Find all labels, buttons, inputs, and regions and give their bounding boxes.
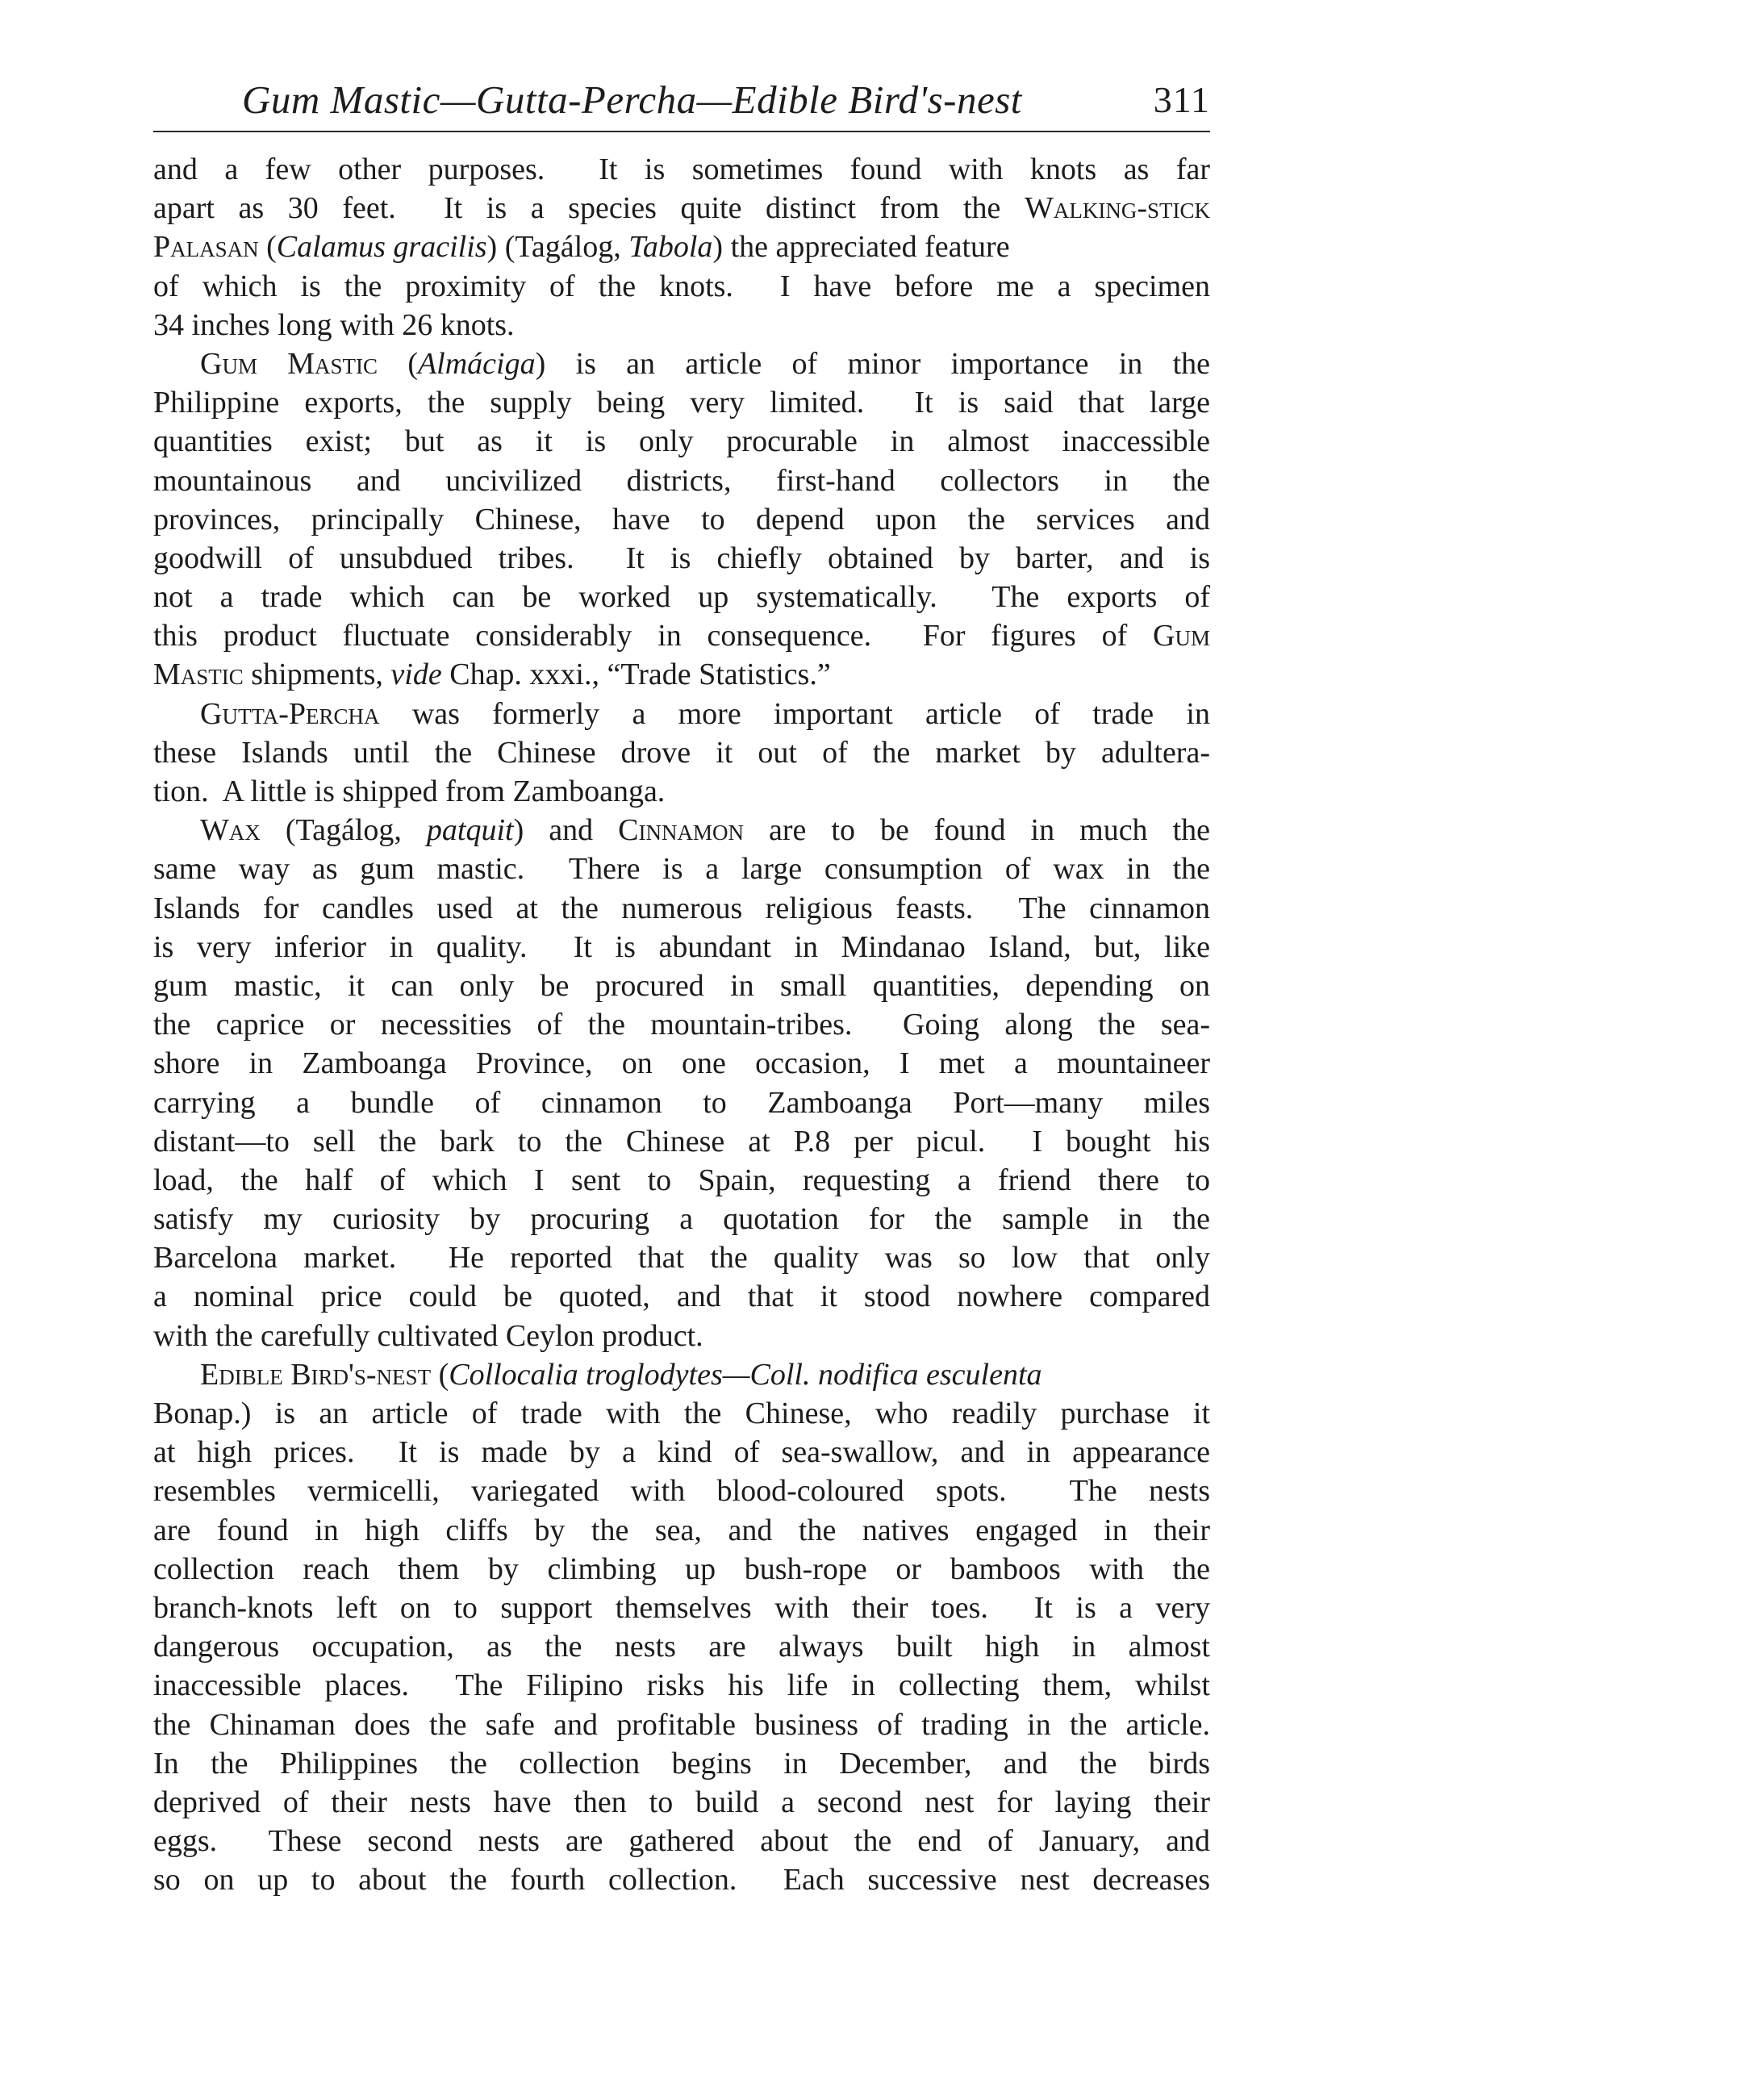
- text-line: and a few other purposes. It is sometimes found with knots as far: [153, 152, 1210, 186]
- page-number: 311: [1153, 79, 1210, 120]
- text-line: distant—to sell the bark to the Chinese at P.8 per picul. I bought his: [153, 1124, 1210, 1159]
- text-line: satisfy my curiosity by procuring a quotation for the sample in the: [153, 1202, 1210, 1237]
- text-line: not a trade which can be worked up systematically. The exports of: [153, 580, 1210, 615]
- text-line: apart as 30 feet. It is a species quite distinct from the Walking-stick: [153, 191, 1210, 226]
- text-line: Barcelona market. He reported that the quality was so low that only: [153, 1241, 1210, 1275]
- running-head: Gum Mastic—Gutta-Percha—Edible Bird's-nest: [242, 77, 1022, 122]
- text-line: In the Philippines the collection begins in December, and the birds: [153, 1746, 1210, 1781]
- text-line: load, the half of which I sent to Spain, requesting a friend there to: [153, 1163, 1210, 1197]
- text-line: Bonap.) is an article of trade with the Chinese, who readily purchase it: [153, 1397, 1210, 1430]
- body-text: [153, 150, 1210, 1899]
- text-line: branch-knots left on to support themselves with their toes. It is a very: [153, 1590, 1210, 1625]
- text-line: Islands for candles used at the numerous religious feasts. The cinnamon: [153, 891, 1210, 925]
- text-line: Philippine exports, the supply being very limited. It is said that large: [153, 386, 1210, 420]
- text-line: collection reach them by climbing up bush-rope or bamboos with the: [153, 1551, 1210, 1586]
- text-line: of which is the proximity of the knots. I have before me a specimen: [153, 269, 1210, 303]
- text-line: a nominal price could be quoted, and that it stood nowhere compared: [153, 1280, 1210, 1314]
- text-line: dangerous occupation, as the nests are always built high in almost: [153, 1630, 1210, 1664]
- text-line: the caprice or necessities of the mountain-tribes. Going along the sea-: [153, 1008, 1210, 1042]
- text-line: resembles vermicelli, variegated with blood-coloured spots. The nests: [153, 1474, 1210, 1509]
- text-line: carrying a bundle of cinnamon to Zamboanga Port—many miles: [153, 1085, 1210, 1120]
- text-line: Wax (Tagálog, patquit) and Cinnamon are to be found in much the: [200, 813, 1210, 848]
- text-line: this product fluctuate considerably in consequence. For figures of Gum: [153, 619, 1210, 653]
- text-line: Palasan (Calamus gracilis) (Tagálog, Tabola) the appreciated feature: [153, 230, 1010, 265]
- text-line: the Chinaman does the safe and profitable business of trading in the article.: [153, 1707, 1210, 1742]
- text-line: 34 inches long with 26 knots.: [153, 307, 515, 342]
- text-line: mountainous and uncivilized districts, first-hand collectors in the: [153, 463, 1210, 498]
- text-line: provinces, principally Chinese, have to depend upon the services and: [153, 502, 1210, 536]
- text-line: Gutta-Percha was formerly a more important article of trade in: [200, 696, 1210, 731]
- text-line: Gum Mastic (Almáciga) is an article of minor importance in the: [200, 346, 1210, 381]
- text-line: inaccessible places. The Filipino risks his life in collecting them, whilst: [153, 1668, 1210, 1703]
- text-line: quantities exist; but as it is only procurable in almost inaccessible: [153, 424, 1210, 459]
- text-line: Mastic shipments, vide Chap. xxxi., “Trade Statistics.”: [153, 658, 831, 692]
- text-line: is very inferior in quality. It is abundant in Mindanao Island, but, like: [153, 929, 1210, 964]
- text-line: shore in Zamboanga Province, on one occasion, I met a mountaineer: [153, 1046, 1210, 1081]
- text-line: deprived of their nests have then to build a second nest for laying their: [153, 1785, 1210, 1819]
- text-line: so on up to about the fourth collection. Each successive nest decreases: [153, 1863, 1210, 1898]
- text-line: at high prices. It is made by a kind of sea-swallow, and in appearance: [153, 1435, 1210, 1470]
- text-line: with the carefully cultivated Ceylon product.: [153, 1318, 703, 1353]
- text-line: Edible Bird's-nest (Collocalia troglodytes—Coll. nodifica esculenta: [200, 1357, 1042, 1392]
- text-line: are found in high cliffs by the sea, and the natives engaged in their: [153, 1513, 1210, 1547]
- text-line: goodwill of unsubdued tribes. It is chiefly obtained by barter, and is: [153, 541, 1210, 575]
- page-header: [153, 71, 1210, 129]
- text-line: tion. A little is shipped from Zamboanga.: [153, 774, 666, 808]
- text-line: same way as gum mastic. There is a large consumption of wax in the: [153, 852, 1210, 887]
- header-rule: [153, 131, 1210, 132]
- text-line: eggs. These second nests are gathered about the end of January, and: [153, 1824, 1210, 1859]
- text-line: these Islands until the Chinese drove it out of the market by adultera-: [153, 735, 1210, 770]
- text-line: gum mastic, it can only be procured in small quantities, depending on: [153, 968, 1210, 1003]
